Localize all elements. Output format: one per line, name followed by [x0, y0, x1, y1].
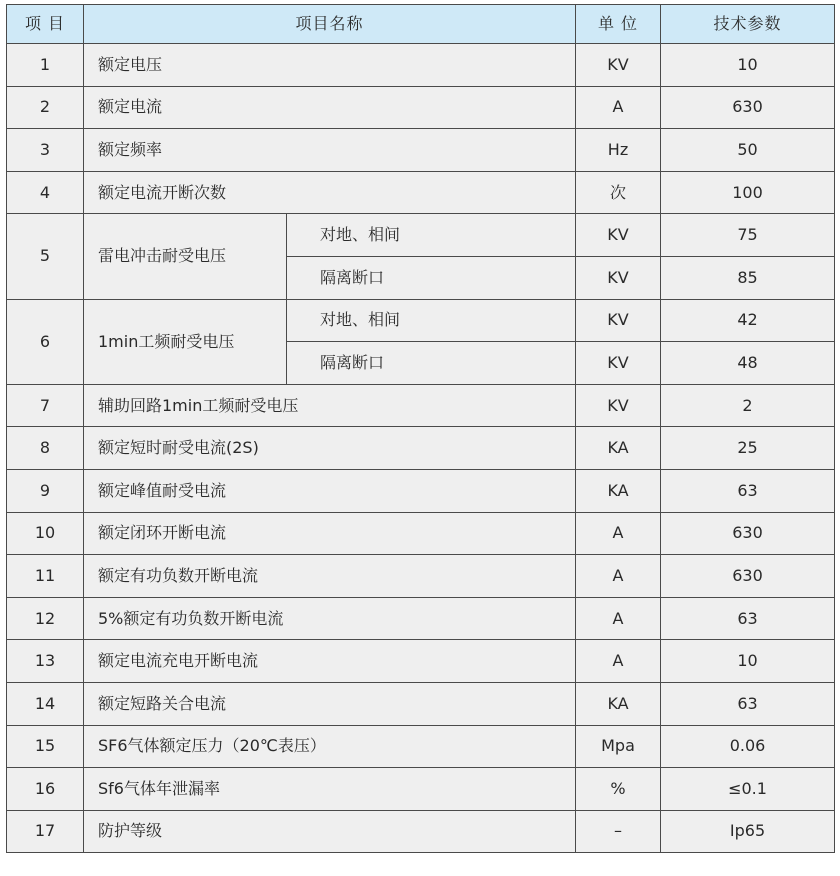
- cell-name: 额定电流: [84, 86, 576, 129]
- cell-unit: KA: [576, 469, 661, 512]
- cell-name: 额定短时耐受电流(2S): [84, 427, 576, 470]
- cell-unit: KV: [576, 299, 661, 342]
- cell-name: 额定峰值耐受电流: [84, 469, 576, 512]
- cell-value: 2: [661, 384, 835, 427]
- cell-value: 85: [661, 256, 835, 299]
- cell-no: 17: [7, 810, 84, 853]
- cell-name: 雷电冲击耐受电压: [84, 214, 287, 299]
- cell-value: 50: [661, 129, 835, 172]
- table-row: [7, 384, 835, 427]
- cell-name: 额定短路关合电流: [84, 682, 576, 725]
- cell-unit: KV: [576, 384, 661, 427]
- cell-unit: KA: [576, 682, 661, 725]
- cell-value: 630: [661, 555, 835, 598]
- cell-unit: %: [576, 768, 661, 811]
- cell-value: 75: [661, 214, 835, 257]
- cell-no: 13: [7, 640, 84, 683]
- cell-name: 防护等级: [84, 810, 576, 853]
- cell-value: ≤0.1: [661, 768, 835, 811]
- header-row: [7, 5, 835, 44]
- table-row: [7, 299, 835, 342]
- cell-sub-label: 隔离断口: [287, 256, 576, 299]
- cell-unit: Mpa: [576, 725, 661, 768]
- cell-unit: A: [576, 555, 661, 598]
- cell-no: 8: [7, 427, 84, 470]
- cell-sub-label: 对地、相间: [287, 214, 576, 257]
- cell-name: 额定有功负数开断电流: [84, 555, 576, 598]
- cell-no: 15: [7, 725, 84, 768]
- cell-no: 14: [7, 682, 84, 725]
- cell-value: 630: [661, 86, 835, 129]
- cell-name: Sf6气体年泄漏率: [84, 768, 576, 811]
- cell-value: 10: [661, 640, 835, 683]
- table-row: [7, 214, 835, 257]
- cell-value: 100: [661, 171, 835, 214]
- cell-value: 630: [661, 512, 835, 555]
- table-row: [7, 512, 835, 555]
- cell-no: 1: [7, 44, 84, 87]
- cell-no: 7: [7, 384, 84, 427]
- cell-name: 额定电流开断次数: [84, 171, 576, 214]
- header-no: 项 目: [7, 5, 84, 44]
- cell-no: 12: [7, 597, 84, 640]
- table-row: [7, 44, 835, 87]
- cell-no: 2: [7, 86, 84, 129]
- spec-table: [6, 4, 835, 853]
- header-unit: 单 位: [576, 5, 661, 44]
- spec-sheet: [6, 4, 834, 872]
- cell-value: 10: [661, 44, 835, 87]
- cell-name: SF6气体额定压力（20℃表压）: [84, 725, 576, 768]
- table-row: [7, 640, 835, 683]
- table-row: [7, 725, 835, 768]
- cell-unit: A: [576, 597, 661, 640]
- cell-no: 6: [7, 299, 84, 384]
- table-row: [7, 810, 835, 853]
- cell-unit: KV: [576, 214, 661, 257]
- cell-value: 0.06: [661, 725, 835, 768]
- cell-sub-label: 隔离断口: [287, 342, 576, 385]
- table-body: [7, 44, 835, 853]
- table-row: [7, 171, 835, 214]
- table-row: [7, 555, 835, 598]
- table-row: [7, 682, 835, 725]
- cell-name: 额定电压: [84, 44, 576, 87]
- cell-name: 额定闭环开断电流: [84, 512, 576, 555]
- cell-name: 辅助回路1min工频耐受电压: [84, 384, 576, 427]
- cell-no: 10: [7, 512, 84, 555]
- cell-no: 3: [7, 129, 84, 172]
- cell-name: 额定电流充电开断电流: [84, 640, 576, 683]
- cell-unit: Hz: [576, 129, 661, 172]
- cell-unit: A: [576, 86, 661, 129]
- table-row: [7, 469, 835, 512]
- cell-no: 4: [7, 171, 84, 214]
- cell-unit: 次: [576, 171, 661, 214]
- cell-no: 11: [7, 555, 84, 598]
- cell-no: 9: [7, 469, 84, 512]
- cell-name: 5%额定有功负数开断电流: [84, 597, 576, 640]
- cell-value: 63: [661, 469, 835, 512]
- cell-value: Ip65: [661, 810, 835, 853]
- table-row: [7, 768, 835, 811]
- header-name: 项目名称: [84, 5, 576, 44]
- cell-no: 16: [7, 768, 84, 811]
- cell-value: 25: [661, 427, 835, 470]
- table-row: [7, 86, 835, 129]
- cell-value: 63: [661, 597, 835, 640]
- cell-unit: KV: [576, 342, 661, 385]
- table-row: [7, 597, 835, 640]
- table-header: [7, 5, 835, 44]
- cell-sub-label: 对地、相间: [287, 299, 576, 342]
- cell-no: 5: [7, 214, 84, 299]
- cell-value: 42: [661, 299, 835, 342]
- cell-value: 63: [661, 682, 835, 725]
- header-value: 技术参数: [661, 5, 835, 44]
- cell-unit: KA: [576, 427, 661, 470]
- cell-unit: KV: [576, 44, 661, 87]
- cell-name: 1min工频耐受电压: [84, 299, 287, 384]
- table-row: [7, 129, 835, 172]
- cell-name: 额定频率: [84, 129, 576, 172]
- cell-value: 48: [661, 342, 835, 385]
- table-row: [7, 427, 835, 470]
- cell-unit: –: [576, 810, 661, 853]
- cell-unit: A: [576, 640, 661, 683]
- cell-unit: KV: [576, 256, 661, 299]
- cell-unit: A: [576, 512, 661, 555]
